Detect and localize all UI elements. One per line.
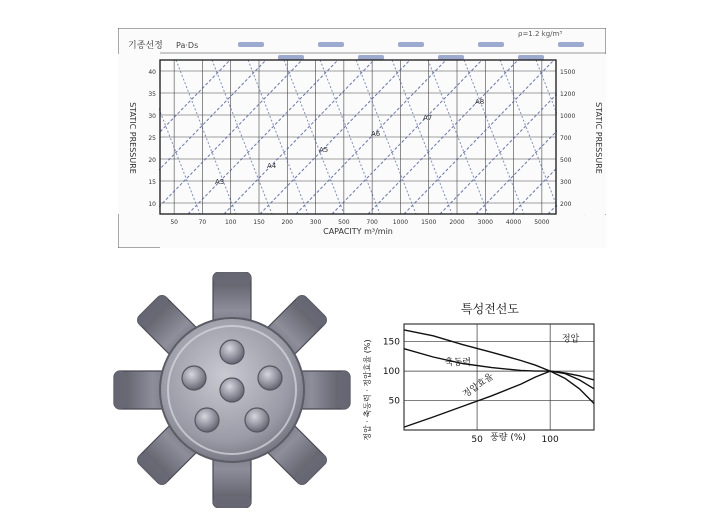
blade-tip (338, 371, 350, 409)
selection-x-tick-label: 500 (338, 219, 350, 226)
selection-y-tick-label: 30 (148, 113, 156, 120)
header-pill (518, 55, 544, 60)
header-pill (358, 55, 384, 60)
selection-x-axis-label: CAPACITY m³/min (323, 227, 393, 236)
selection-y-tick-label: 35 (148, 91, 156, 98)
chart-series-label: 정압효율 (461, 371, 496, 401)
selection-x-tick-label: 3000 (477, 219, 493, 226)
selection-right-y-tick-label: 1500 (560, 69, 576, 76)
selection-x-tick-label: 50 (170, 219, 178, 226)
selection-x-tick-label: 100 (224, 219, 237, 226)
selection-chart-note: ρ=1.2 kg/m³ (518, 30, 563, 38)
chart-x-axis-label: 풍량 (%) (490, 433, 526, 443)
selection-right-y-tick-label: 700 (560, 135, 572, 142)
chart-x-tick-label: 100 (541, 435, 559, 445)
selection-x-tick-label: 150 (253, 219, 265, 226)
header-pill (558, 42, 584, 47)
selection-x-tick-label: 5000 (534, 219, 550, 226)
chart-y-tick-label: 100 (382, 367, 400, 378)
blade-tip (213, 272, 251, 284)
selection-right-y-tick-label: 200 (560, 201, 572, 208)
fan-impeller-icon (112, 272, 352, 508)
chart-y-ticks (383, 338, 400, 407)
selection-x-tick-label: 700 (366, 219, 378, 226)
header-pill (278, 55, 304, 60)
selection-y-tick-label: 20 (148, 157, 156, 164)
chart-y-axis-label: 정압 · 축동력 · 정압효율 (%) (363, 339, 372, 441)
chart-series-label: 축동력 (444, 358, 472, 369)
selection-curve-label: A6 (371, 130, 381, 138)
chart-title: 특성전선도 (461, 302, 519, 316)
selection-curve-label: A8 (475, 98, 485, 106)
header-pill (318, 42, 344, 47)
fan-selection-chart (118, 28, 606, 248)
selection-x-tick-label: 2000 (449, 219, 465, 226)
selection-right-y-tick-label: 1000 (560, 113, 576, 120)
chart-y-tick-label: 50 (388, 396, 400, 407)
selection-y-axis-label: STATIC PRESSURE (128, 102, 137, 174)
chart-x-tick-label: 50 (471, 435, 483, 445)
selection-y-tick-label: 40 (148, 69, 156, 76)
selection-curve-label: A7 (423, 114, 433, 122)
chart-y-tick-label: 150 (382, 337, 400, 348)
selection-y-tick-label: 25 (148, 135, 156, 142)
selection-right-y-tick-label: 300 (560, 179, 572, 186)
selection-chart-header: 기종선정 (128, 41, 163, 51)
selection-y-tick-label: 10 (148, 201, 156, 208)
selection-curve-label: A5 (319, 146, 329, 154)
selection-x-tick-label: 300 (309, 219, 322, 226)
selection-curve-label: A4 (267, 162, 277, 170)
header-pill (438, 55, 464, 60)
impeller-hole (220, 378, 244, 402)
header-pill (398, 42, 424, 47)
impeller-hole (258, 366, 282, 390)
characteristic-curve-chart (360, 300, 600, 470)
selection-right-y-tick-label: 1200 (560, 91, 576, 98)
selection-x-tick-label: 1000 (392, 219, 409, 226)
chart-series-labels (445, 333, 580, 400)
mask-left (118, 54, 159, 214)
impeller-hole (220, 340, 244, 364)
header-pill (478, 42, 504, 47)
impeller-hole (195, 408, 219, 432)
blade-tip (213, 496, 251, 508)
impeller-hole (245, 408, 269, 432)
selection-y-tick-label: 15 (148, 179, 156, 186)
selection-curve-label: A3 (215, 178, 225, 186)
blade-tip (114, 371, 126, 409)
selection-x-tick-label: 4000 (505, 219, 522, 226)
header-pill (238, 42, 264, 47)
chart-series-line (404, 349, 594, 380)
chart-series-label: 정압 (561, 334, 580, 345)
selection-right-y-tick-label: 500 (560, 157, 572, 164)
selection-right-y-axis-label: STATIC PRESSURE (594, 102, 603, 174)
selection-x-tick-label: 70 (198, 219, 207, 226)
selection-chart-header-tag: Pa·Ds (176, 41, 199, 50)
impeller-hole (182, 366, 206, 390)
selection-x-tick-label: 200 (281, 219, 294, 226)
selection-x-tick-label: 1500 (421, 219, 437, 226)
